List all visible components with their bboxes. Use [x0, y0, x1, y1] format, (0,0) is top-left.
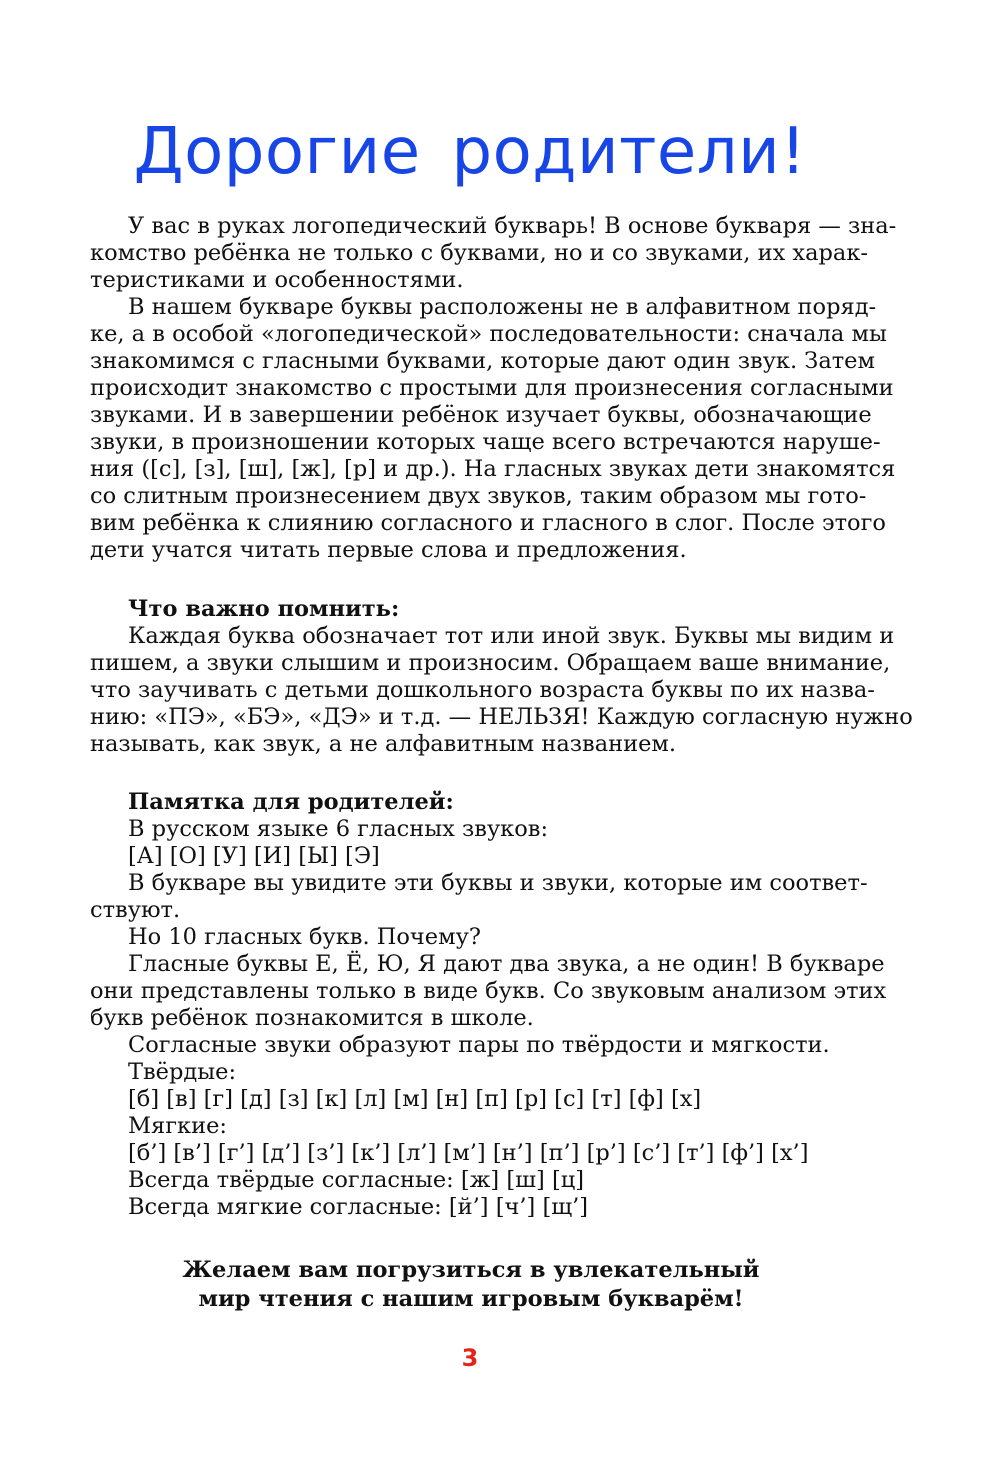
closing-wish — [90, 1256, 852, 1314]
soft-consonants: [б’] [в’] [г’] [д’] [з’] [к’] [л’] [м’] [н’] [п’] [р’] [с’] [т’] [ф’] [х’] — [128, 1140, 809, 1166]
page-title: Дорогие родители! — [133, 115, 807, 189]
wish-line: мир чтения с нашим игровым букварём! — [198, 1286, 744, 1312]
text-line: комство ребёнка не только с буквами, но и со звуками, их харак- — [90, 240, 868, 266]
text-line: Каждая буква обозначает тот или иной звук. Буквы мы видим и — [128, 623, 895, 649]
text-line: У вас в руках логопедический букварь! В основе букваря — зна- — [128, 213, 897, 239]
text-line: они представлены только в виде букв. Со звуковым анализом этих — [90, 978, 887, 1004]
text-line: звуками. И в завершении ребёнок изучает буквы, обозначающие — [90, 402, 872, 428]
always-soft-consonants: Всегда мягкие согласные: [й’] [ч’] [щ’] — [128, 1194, 589, 1220]
soft-label: Мягкие: — [128, 1113, 227, 1139]
text-line: вим ребёнка к слиянию согласного и гласного в слог. После этого — [90, 510, 886, 536]
text-line: теристиками и особенностями. — [90, 267, 464, 293]
wish-line: Желаем вам погрузиться в увлекательный — [182, 1257, 760, 1283]
text-line: В нашем букваре буквы расположены не в алфавитном поряд- — [128, 294, 877, 320]
section-heading: Памятка для родителей: — [128, 789, 454, 815]
text-line: ния ([с], [з], [ш], [ж], [р] и др.). На гласных звуках дети знакомятся — [90, 456, 896, 482]
always-hard-consonants: Всегда твёрдые согласные: [ж] [ш] [ц] — [128, 1167, 584, 1193]
text-line: Согласные звуки образуют пары по твёрдости и мягкости. — [128, 1032, 830, 1058]
important-section — [90, 596, 913, 758]
text-line: Гласные буквы Е, Ё, Ю, Я дают два звука, а не один! В букваре — [128, 951, 885, 977]
text-line: звуки, в произношении которых чаще всего встречаются наруше- — [90, 429, 881, 455]
text-line: что заучивать с детьми дошкольного возраста буквы по их назва- — [90, 677, 875, 703]
text-line: происходит знакомство с простыми для произнесения согласными — [90, 375, 894, 401]
text-line: Но 10 гласных букв. Почему? — [128, 924, 481, 950]
text-line: В русском языке 6 гласных звуков: — [128, 816, 549, 842]
section-heading: Что важно помнить: — [128, 596, 400, 622]
text-line: В букваре вы увидите эти буквы и звуки, которые им соответ- — [128, 870, 868, 896]
memo-section — [90, 789, 887, 1221]
hard-label: Твёрдые: — [128, 1059, 237, 1085]
text-line: знакомимся с гласными буквами, которые дают один звук. Затем — [90, 348, 875, 374]
text-line: называть, как звук, а не алфавитным названием. — [90, 731, 677, 757]
text-line: ке, а в особой «логопедической» последовательности: сначала мы — [90, 321, 887, 347]
page-number: 3 — [461, 1344, 479, 1372]
text-line: со слитным произнесением двух звуков, таким образом мы гото- — [90, 483, 867, 509]
intro-paragraph — [90, 213, 897, 294]
order-paragraph — [90, 294, 896, 564]
vowel-sounds: [А] [О] [У] [И] [Ы] [Э] — [128, 843, 380, 869]
text-line: нию: «ПЭ», «БЭ», «ДЭ» и т.д. — НЕЛЬЗЯ! Каждую согласную нужно — [90, 704, 913, 730]
text-line: букв ребёнок познакомится в школе. — [90, 1005, 534, 1031]
text-line: пишем, а звуки слышим и произносим. Обращаем ваше внимание, — [90, 650, 891, 676]
text-line: ствуют. — [90, 897, 181, 923]
text-line: дети учатся читать первые слова и предложения. — [90, 537, 687, 563]
hard-consonants: [б] [в] [г] [д] [з] [к] [л] [м] [н] [п] [р] [с] [т] [ф] [х] — [128, 1086, 702, 1112]
